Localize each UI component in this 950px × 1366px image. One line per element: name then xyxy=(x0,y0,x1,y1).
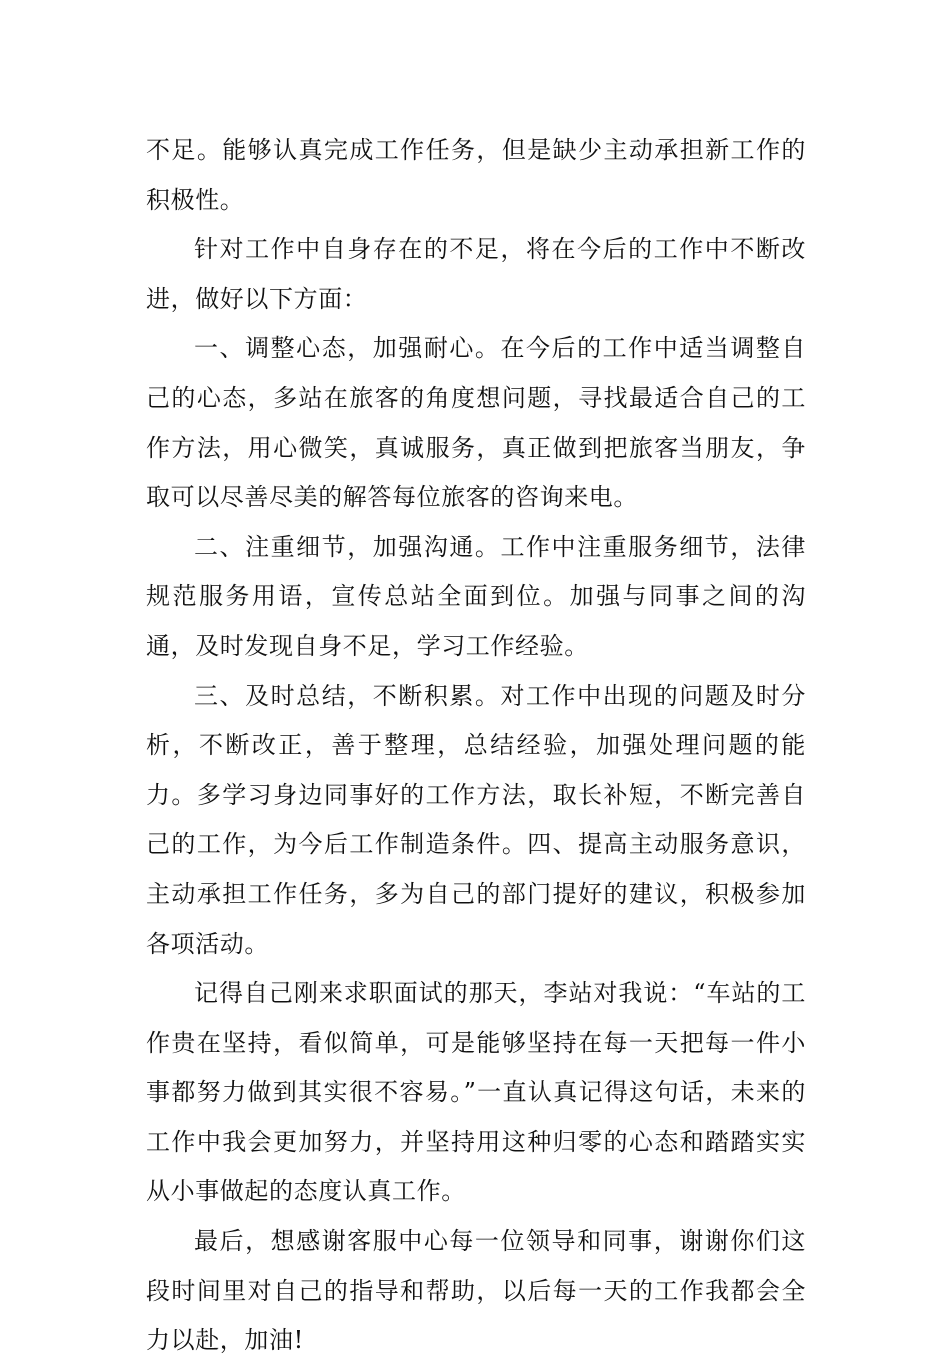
paragraph-point-one: 一、调整心态，加强耐心。在今后的工作中适当调整自己的心态，多站在旅客的角度想问题，寻找最适合自己的工作方法，用心微笑，真诚服务，真正做到把旅客当朋友，争取可以尽善尽美的解答每位旅客的咨询来电。 xyxy=(146,334,806,512)
paragraph-interview-memory: 记得自己刚来求职面试的那天，李站对我说：“车站的工作贵在坚持，看似简单，可是能够坚持在每一天把每一件小事都努力做到其实很不容易。”一直认真记得这句话，未来的工作中我会更加努力，并坚持用这种归零的心态和踏踏实实从小事做起的态度认真工作。 xyxy=(146,979,806,1206)
paragraph-closing-thanks: 最后，想感谢客服中心每一位领导和同事，谢谢你们这段时间里对自己的指导和帮助，以后每一天的工作我都会全力以赴，加油! xyxy=(146,1227,806,1355)
paragraph-point-three-four: 三、及时总结，不断积累。对工作中出现的问题及时分析，不断改正，善于整理，总结经验，加强处理问题的能力。多学习身边同事好的工作方法，取长补短，不断完善自己的工作，为今后工作制造条件。四、提高主动服务意识，主动承担工作任务，多为自己的部门提好的建议，积极参加各项活动。 xyxy=(146,681,806,958)
paragraph-point-two: 二、注重细节，加强沟通。工作中注重服务细节，法律规范服务用语，宣传总站全面到位。加强与同事之间的沟通，及时发现自身不足，学习工作经验。 xyxy=(146,532,806,660)
document-body xyxy=(146,126,806,1366)
paragraph-continuation: 不足。能够认真完成工作任务，但是缺少主动承担新工作的积极性。 xyxy=(146,136,806,214)
paragraph-improvement-intro: 针对工作中自身存在的不足，将在今后的工作中不断改进，做好以下方面： xyxy=(146,235,806,313)
